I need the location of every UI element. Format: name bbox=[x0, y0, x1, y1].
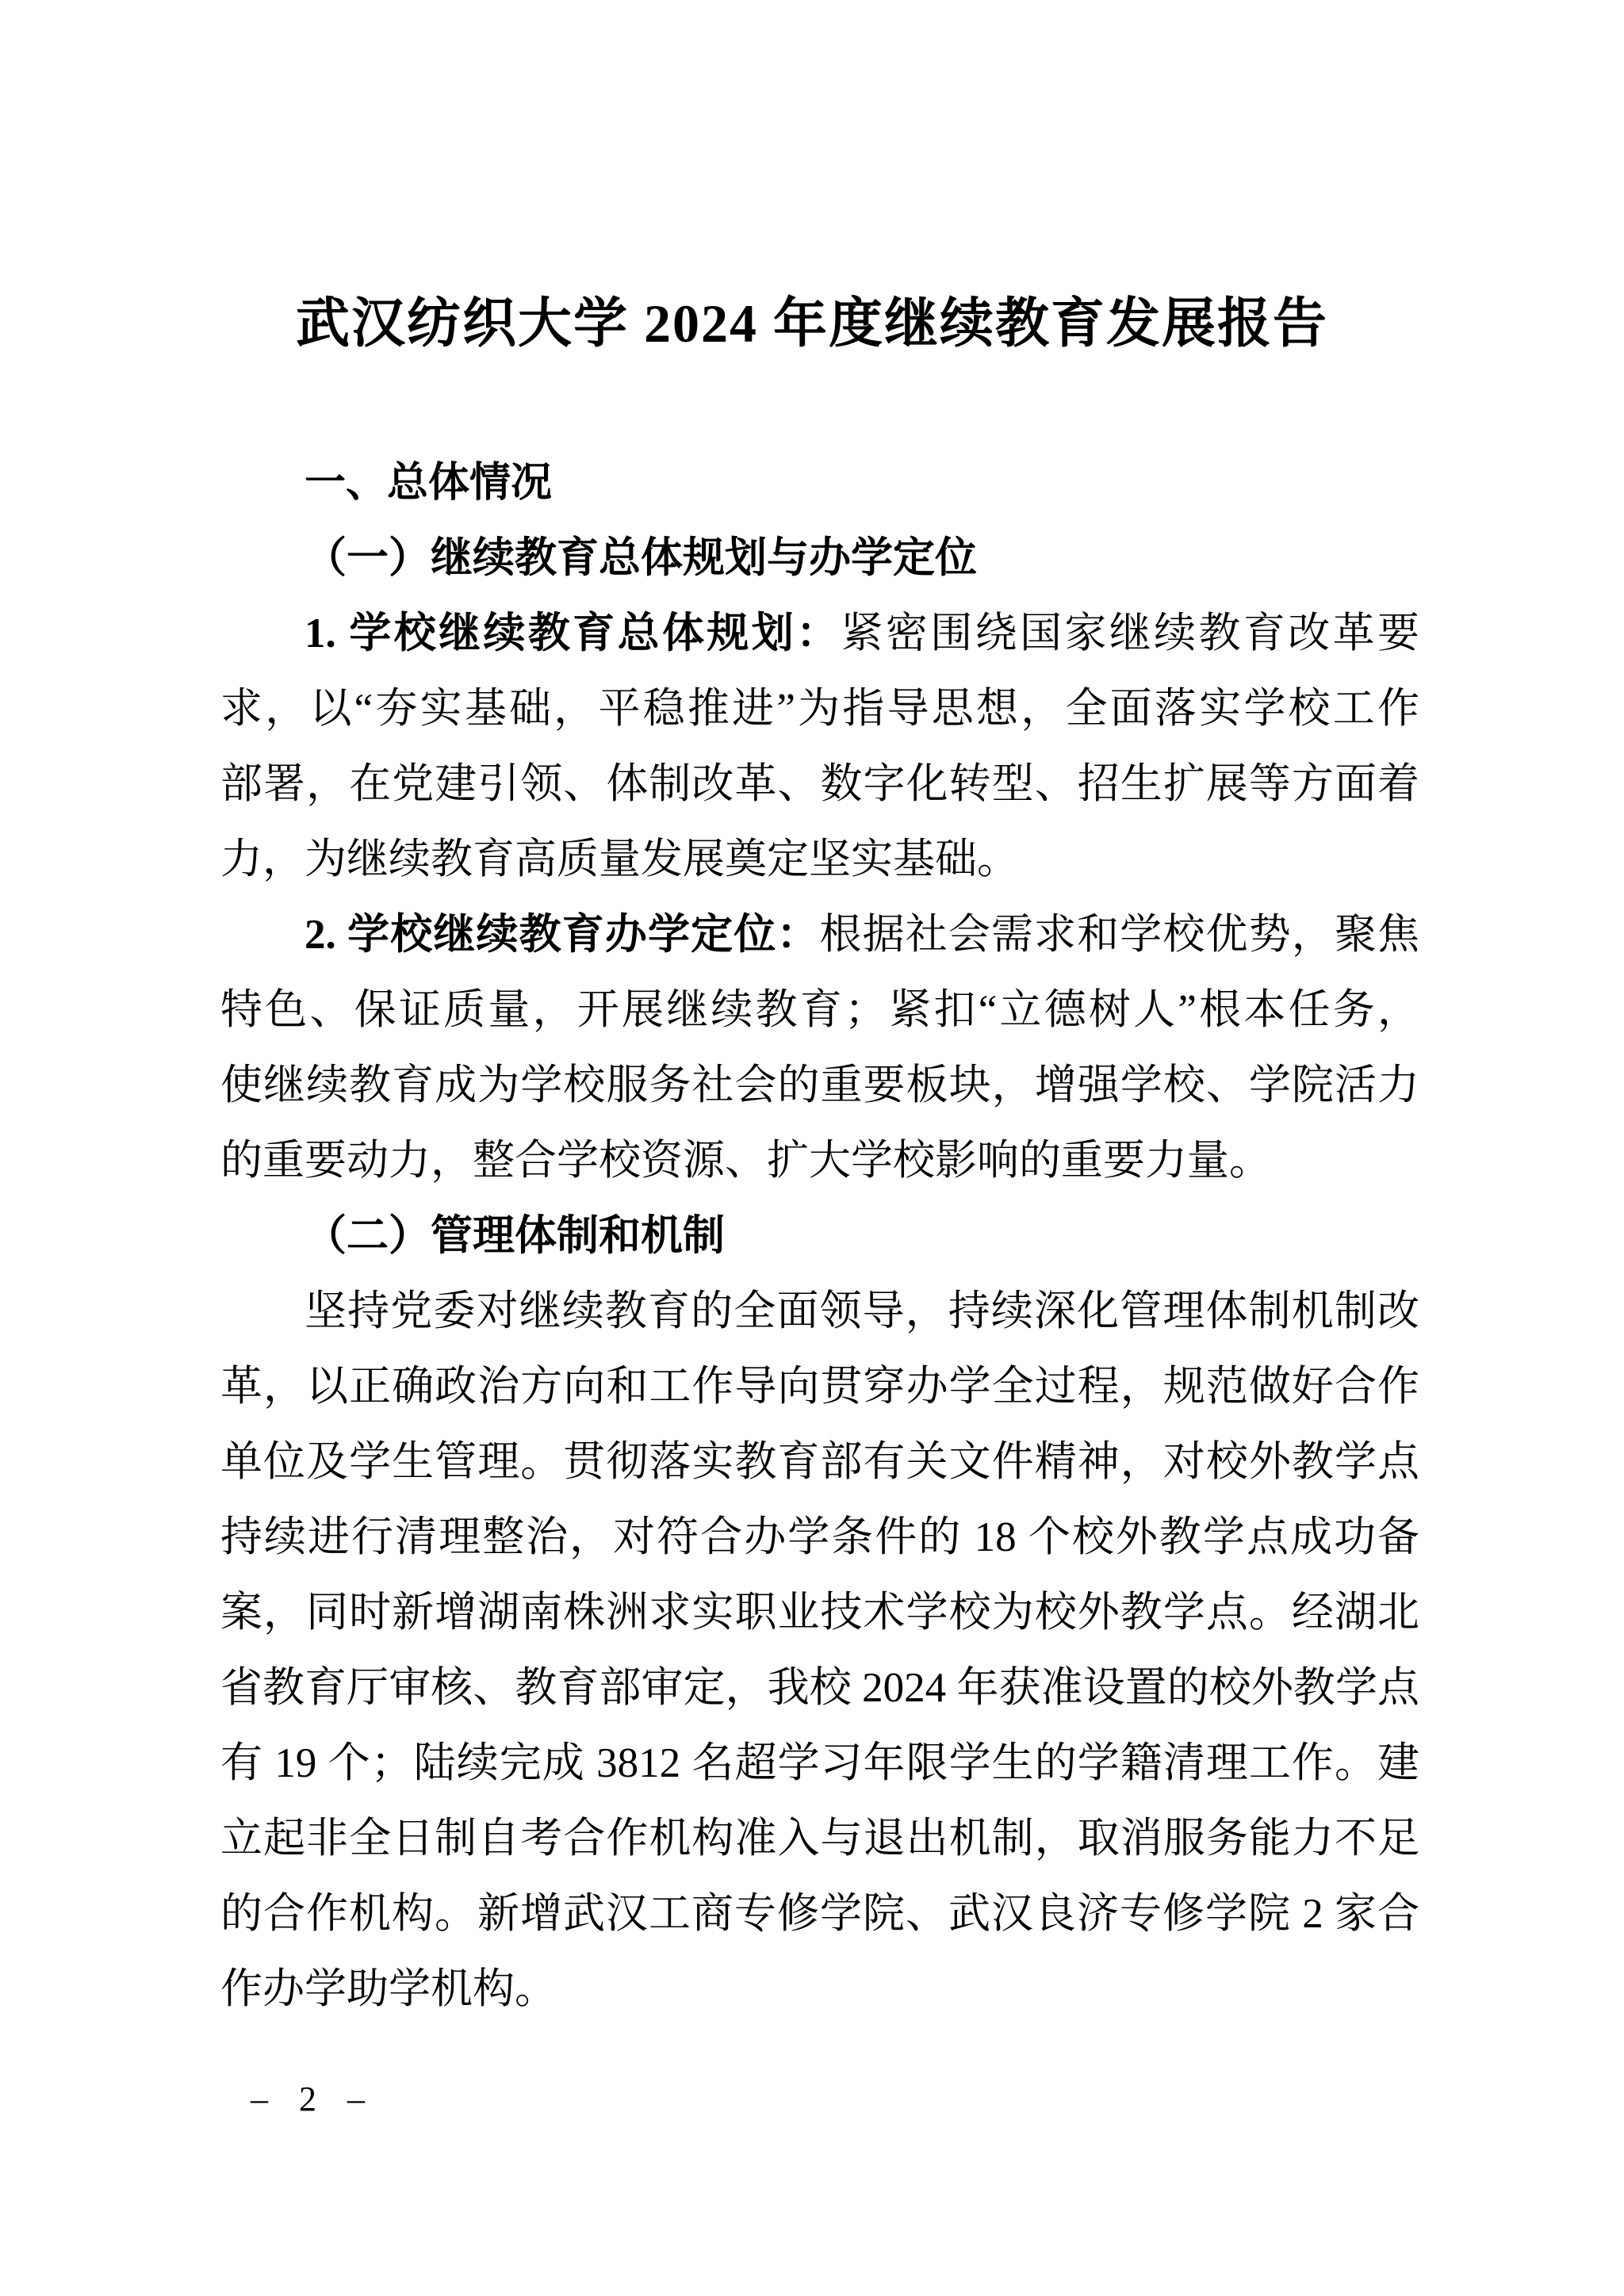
body-line: 力，为继续教育高质量发展奠定坚实基础。 bbox=[220, 836, 1019, 882]
body-line: 有 19 个；陆续完成 3812 名超学习年限学生的学籍清理工作。建 bbox=[220, 1740, 1419, 1786]
body-line: 作办学助学机构。 bbox=[220, 1966, 557, 2012]
bold-lead: 1. 学校继续教育总体规划： bbox=[304, 610, 841, 656]
document-title: 武汉纺织大学 2024 年度继续教育发展报告 bbox=[295, 293, 1328, 354]
body-line: 革，以正确政治方向和工作导向贯穿办学全过程，规范做好合作 bbox=[220, 1364, 1419, 1410]
body-line: 的重要动力，整合学校资源、扩大学校影响的重要力量。 bbox=[220, 1138, 1271, 1184]
body-line: 2. 学校继续教育办学定位：根据社会需求和学校优势，聚焦 bbox=[304, 912, 1420, 958]
body-line: 单位及学生管理。贯彻落实教育部有关文件精神，对校外教学点 bbox=[220, 1439, 1419, 1485]
body-line: 求，以“夯实基础，平稳推进”为指导思想，全面落实学校工作 bbox=[220, 686, 1419, 732]
body-line: 使继续教育成为学校服务社会的重要板块，增强学校、学院活力 bbox=[220, 1062, 1419, 1108]
body-line: 特色、保证质量，开展继续教育；紧扣“立德树人”根本任务， bbox=[220, 987, 1419, 1033]
body-line: 的合作机构。新增武汉工商专修学院、武汉良济专修学院 2 家合 bbox=[220, 1891, 1419, 1937]
body-line: 1. 学校继续教育总体规划：紧密围绕国家继续教育改革要 bbox=[304, 610, 1419, 656]
subsection-heading: （二）管理体制和机制 bbox=[304, 1213, 725, 1259]
body-line: 立起非全日制自考合作机构准入与退出机制，取消服务能力不足 bbox=[220, 1816, 1419, 1862]
page-number: – 2 – bbox=[251, 2080, 376, 2118]
body-line: 省教育厅审核、教育部审定，我校 2024 年获准设置的校外教学点 bbox=[220, 1665, 1419, 1711]
body-line: 坚持党委对继续教育的全面领导，持续深化管理体制机制改 bbox=[304, 1288, 1419, 1334]
bold-lead: 2. 学校继续教育办学定位： bbox=[304, 912, 820, 958]
subsection-heading: （一）继续教育总体规划与办学定位 bbox=[304, 535, 977, 581]
body-line: 部署，在党建引领、体制改革、数字化转型、招生扩展等方面着 bbox=[220, 761, 1419, 807]
body-line: 持续进行清理整治，对符合办学条件的 18 个校外教学点成功备 bbox=[220, 1514, 1419, 1560]
body-line: 案，同时新增湖南株洲求实职业技术学校为校外教学点。经湖北 bbox=[220, 1590, 1419, 1636]
document-body bbox=[220, 446, 1419, 2027]
section-heading: 一、总体情况 bbox=[304, 460, 553, 506]
